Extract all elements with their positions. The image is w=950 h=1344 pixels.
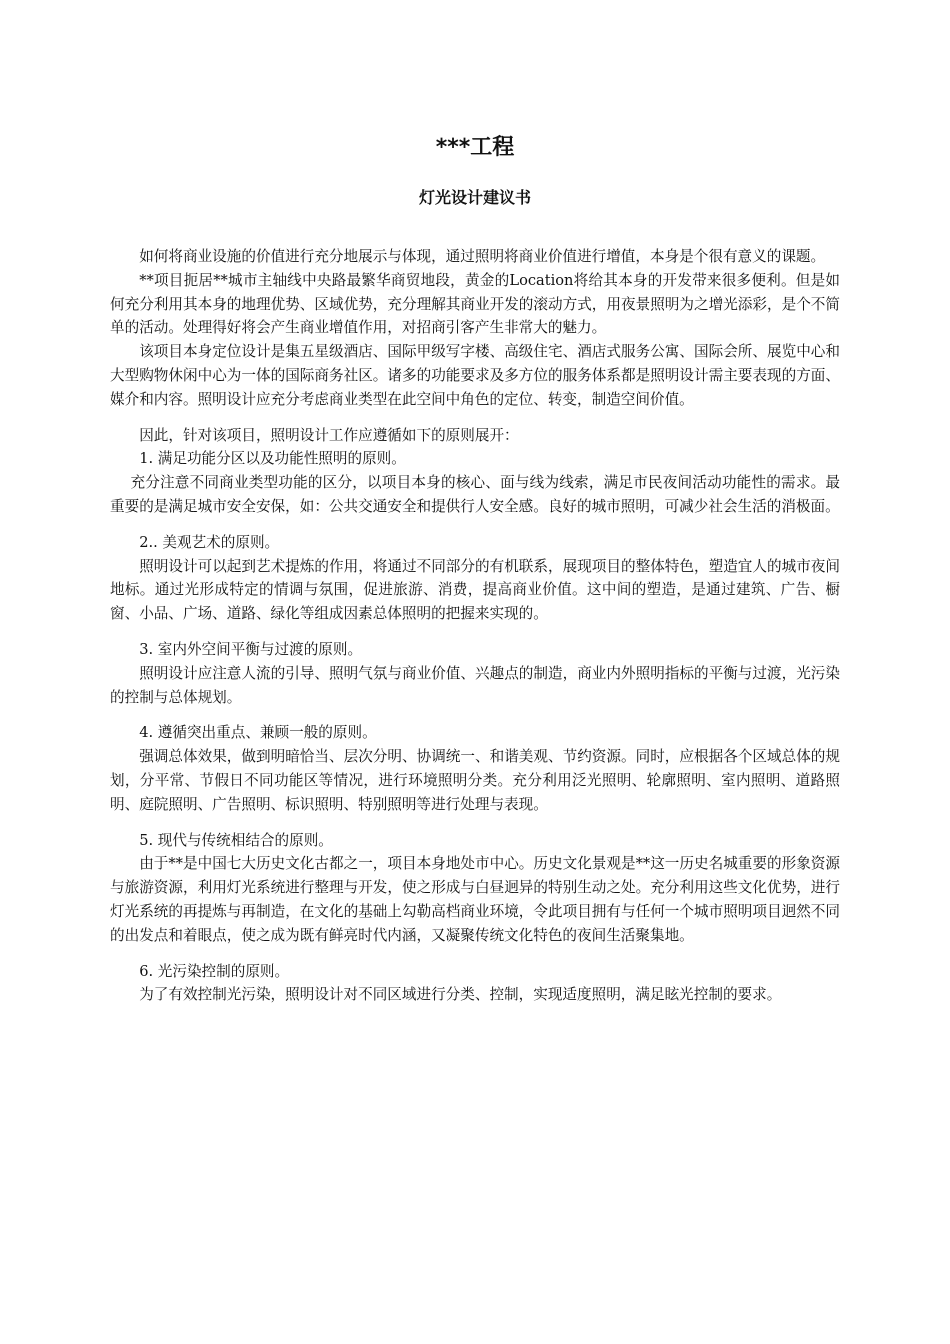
principles-lead: 因此，针对该项目，照明设计工作应遵循如下的原则展开： [139,426,519,444]
principle-1-heading: 1. 满足功能分区以及功能性照明的原则。 [139,450,406,468]
principle-4-heading: 4. 遵循突出重点、兼顾一般的原则。 [139,724,377,742]
document-title: ***工程 [435,135,515,160]
principle-6-body: 为了有效控制光污染，照明设计对不同区域进行分类、控制，实现适度照明，满足眩光控制的要求。 [139,986,782,1004]
principle-6-heading: 6. 光污染控制的原则。 [139,962,290,980]
intro-paragraph-1: 如何将商业设施的价值进行充分地展示与体现，通过照明将商业价值进行增值，本身是个很有意义的课题。 [139,248,826,265]
principle-3-heading: 3. 室内外空间平衡与过渡的原则。 [139,640,363,658]
document-page [110,128,840,1007]
principle-3-body: 照明设计应注意人流的引导、照明气氛与商业价值、兴趣点的制造，商业内外照明指标的平衡与过渡，光污染的控制与总体规划。 [110,664,840,706]
intro-paragraph-3: 该项目本身定位设计是集五星级酒店、国际甲级写字楼、高级住宅、酒店式服务公寓、国际会所、展览中心和大型购物休闲中心为一体的国际商务社区。诸多的功能要求及多方位的服务体系都是照明设计需主要表现的方面、媒介和内容。照明设计应充分考虑商业类型在此空间中角色的定位、转变，制造空间价值。 [110,343,840,408]
principle-1-body: 充分注意不同商业类型功能的区分，以项目本身的核心、面与线为线索，满足市民夜间活动功能性的需求。最重要的是满足城市安全安保，如：公共交通安全和提供行人安全感。良好的城市照明，可减少社会生活的消极面。 [110,474,840,515]
document-subtitle: 灯光设计建议书 [418,188,531,207]
principle-2-heading: 2.. 美观艺术的原则。 [139,533,280,551]
intro-paragraph-2: **项目扼居**城市主轴线中央路最繁华商贸地段，黄金的Location将给其本身的开发带来很多便利。但是如何充分利用其本身的地理优势、区域优势，充分理解其商业开发的滚动方式，用夜景照明为之增光添彩，是个不简单的活动。处理得好将会产生商业增值作用，对招商引客产生非常大的魅力。 [110,271,840,337]
principle-4-body: 强调总体效果，做到明暗恰当、层次分明、协调统一、和谐美观、节约资源。同时，应根据各个区域总体的规划，分平常、节假日不同功能区等情况，进行环境照明分类。充分利用泛光照明、轮廓照明、室内照明、道路照明、庭院照明、广告照明、标识照明、特别照明等进行处理与表现。 [110,748,840,813]
principle-5-body: 由于**是中国七大历史文化古都之一，项目本身地处市中心。历史文化景观是**这一历史名城重要的形象资源与旅游资源，利用灯光系统进行整理与开发，使之形成与白昼迥异的特别生动之处。充分利用这些文化优势，进行灯光系统的再提炼与再制造，在文化的基础上勾勒高档商业环境，令此项目拥有与任何一个城市照明项目迥然不同的出发点和着眼点，使之成为既有鲜亮时代内涵，又凝聚传统文化特色的夜间生活聚集地。 [110,855,840,944]
principle-5-heading: 5. 现代与传统相结合的原则。 [139,831,333,849]
principle-2-body: 照明设计可以起到艺术提炼的作用，将通过不同部分的有机联系，展现项目的整体特色，塑造宜人的城市夜间地标。通过光形成特定的情调与氛围，促进旅游、消费，提高商业价值。这中间的塑造，是通过建筑、广告、橱窗、小品、广场、道路、绿化等组成因素总体照明的把握来实现的。 [110,557,840,623]
